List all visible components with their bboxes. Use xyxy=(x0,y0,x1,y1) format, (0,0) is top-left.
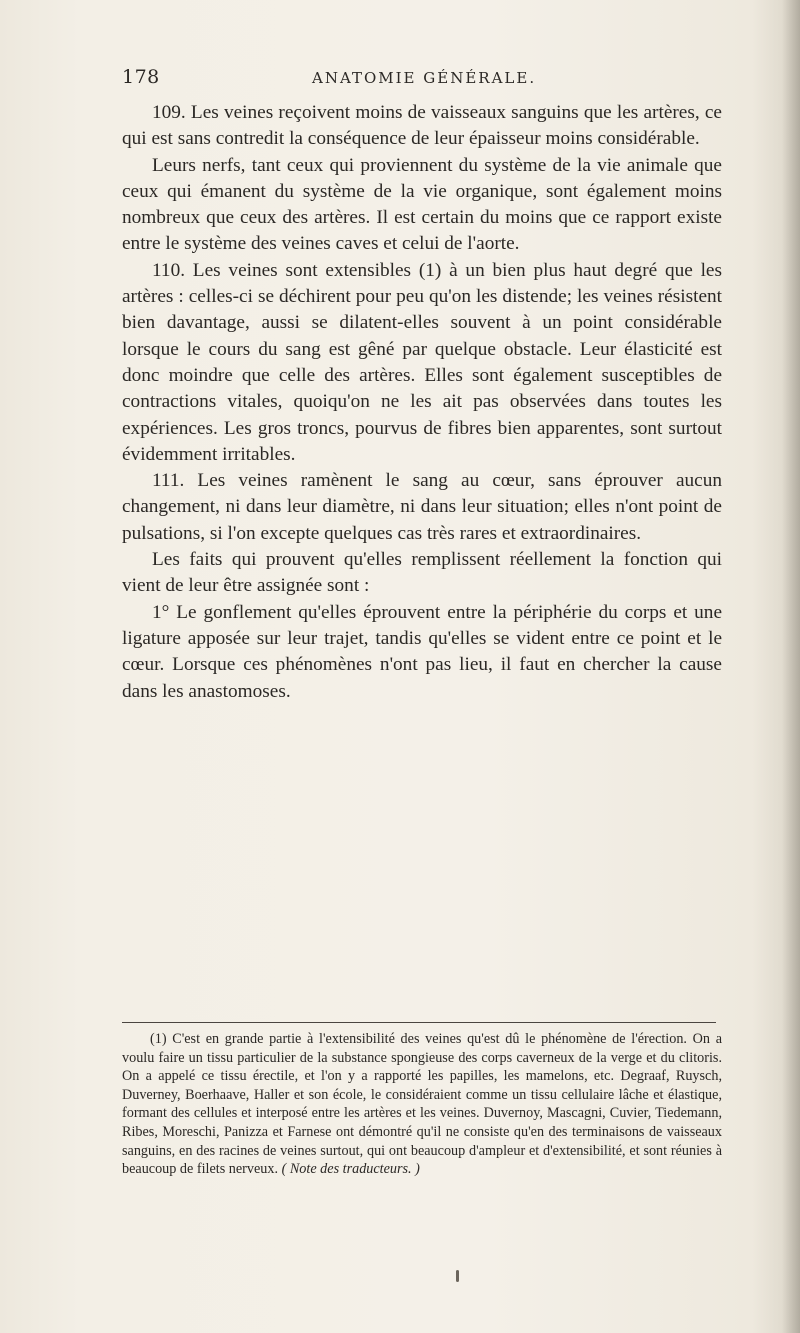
paragraph-nerfs: Leurs nerfs, tant ceux qui proviennent du système de la vie animale que ceux qui émanent du système de la vie organique, sont également moins nombreux que ceux des artères. Il est certain du moins que ce rapport existe entre le système des veines caves et celui de l'aorte. xyxy=(122,154,722,255)
running-head: ANATOMIE GÉNÉRALE. xyxy=(312,69,537,87)
page-edge-shadow xyxy=(782,0,800,1333)
footnote-divider xyxy=(122,1022,716,1023)
main-text xyxy=(122,100,722,705)
footnote-text xyxy=(122,1030,722,1179)
paragraph-faits: Les faits qui prouvent qu'elles remplissent réellement la fonction qui vient de leur être assignée sont : xyxy=(122,549,722,597)
paragraph-109: 109. Les veines reçoivent moins de vaisseaux sanguins que les artères, ce qui est sans contredit la conséquence de leur épaisseur moins considérable. xyxy=(122,102,722,150)
footnote-body: (1) C'est en grande partie à l'extensibilité des veines qu'est dû le phénomène de l'érection. On a voulu faire un tissu particulier de la substance spongieuse des corps caverneux de la verge et du clitoris. On a appelé ce tissu érectile, et l'on y a rapporté les papilles, les mamelons, etc. Degraaf, Ruysch, Duverney, Boerhaave, Haller et son école, le considéraient comme un tissu cellulaire lâche et élastique, formant des cellules et interposé entre les artères et les veines. Duvernoy, Mascagni, Cuvier, Tiedemann, Ribes, Moreschi, Panizza et Farnese ont démontré qu'il ne consiste qu'en des terminaisons de vaisseaux sanguins, en des racines de veines surtout, qui ont beaucoup d'ampleur et d'extensibilité, et sont réunies à beaucoup de filets nerveux. xyxy=(122,1031,722,1178)
footnote-attribution: ( Note des traducteurs. ) xyxy=(281,1161,420,1178)
page-header xyxy=(122,66,712,96)
page-number: 178 xyxy=(122,66,160,88)
paragraph-110: 110. Les veines sont extensibles (1) à un bien plus haut degré que les artères : celles-ci se déchirent pour peu qu'on les distende; les veines résistent bien davantage, aussi se dilatent-elles souvent à un point considérable lorsque le cours du sang est gêné par quelque obstacle. Leur élasticité est donc moindre que celle des artères. Elles sont également susceptibles de contractions vitales, quoiqu'on ne les ait pas observées dans toutes les expériences. Les gros troncs, pourvus de fibres bien apparentes, sont surtout évidemment irritables. xyxy=(122,259,722,465)
paper-blemish xyxy=(456,1270,459,1282)
footnote xyxy=(122,1030,722,1179)
paragraph-gonflement: 1° Le gonflement qu'elles éprouvent entre la périphérie du corps et une ligature apposée sur leur trajet, tandis qu'elles se vident entre ce point et le cœur. Lorsque ces phénomènes n'ont pas lieu, il faut en chercher la cause dans les anastomoses. xyxy=(122,601,722,702)
paragraph-111: 111. Les veines ramènent le sang au cœur, sans éprouver aucun changement, ni dans leur diamètre, ni dans leur situation; elles n'ont point de pulsations, si l'on excepte quelques cas très rares et extraordinaires. xyxy=(122,470,722,544)
